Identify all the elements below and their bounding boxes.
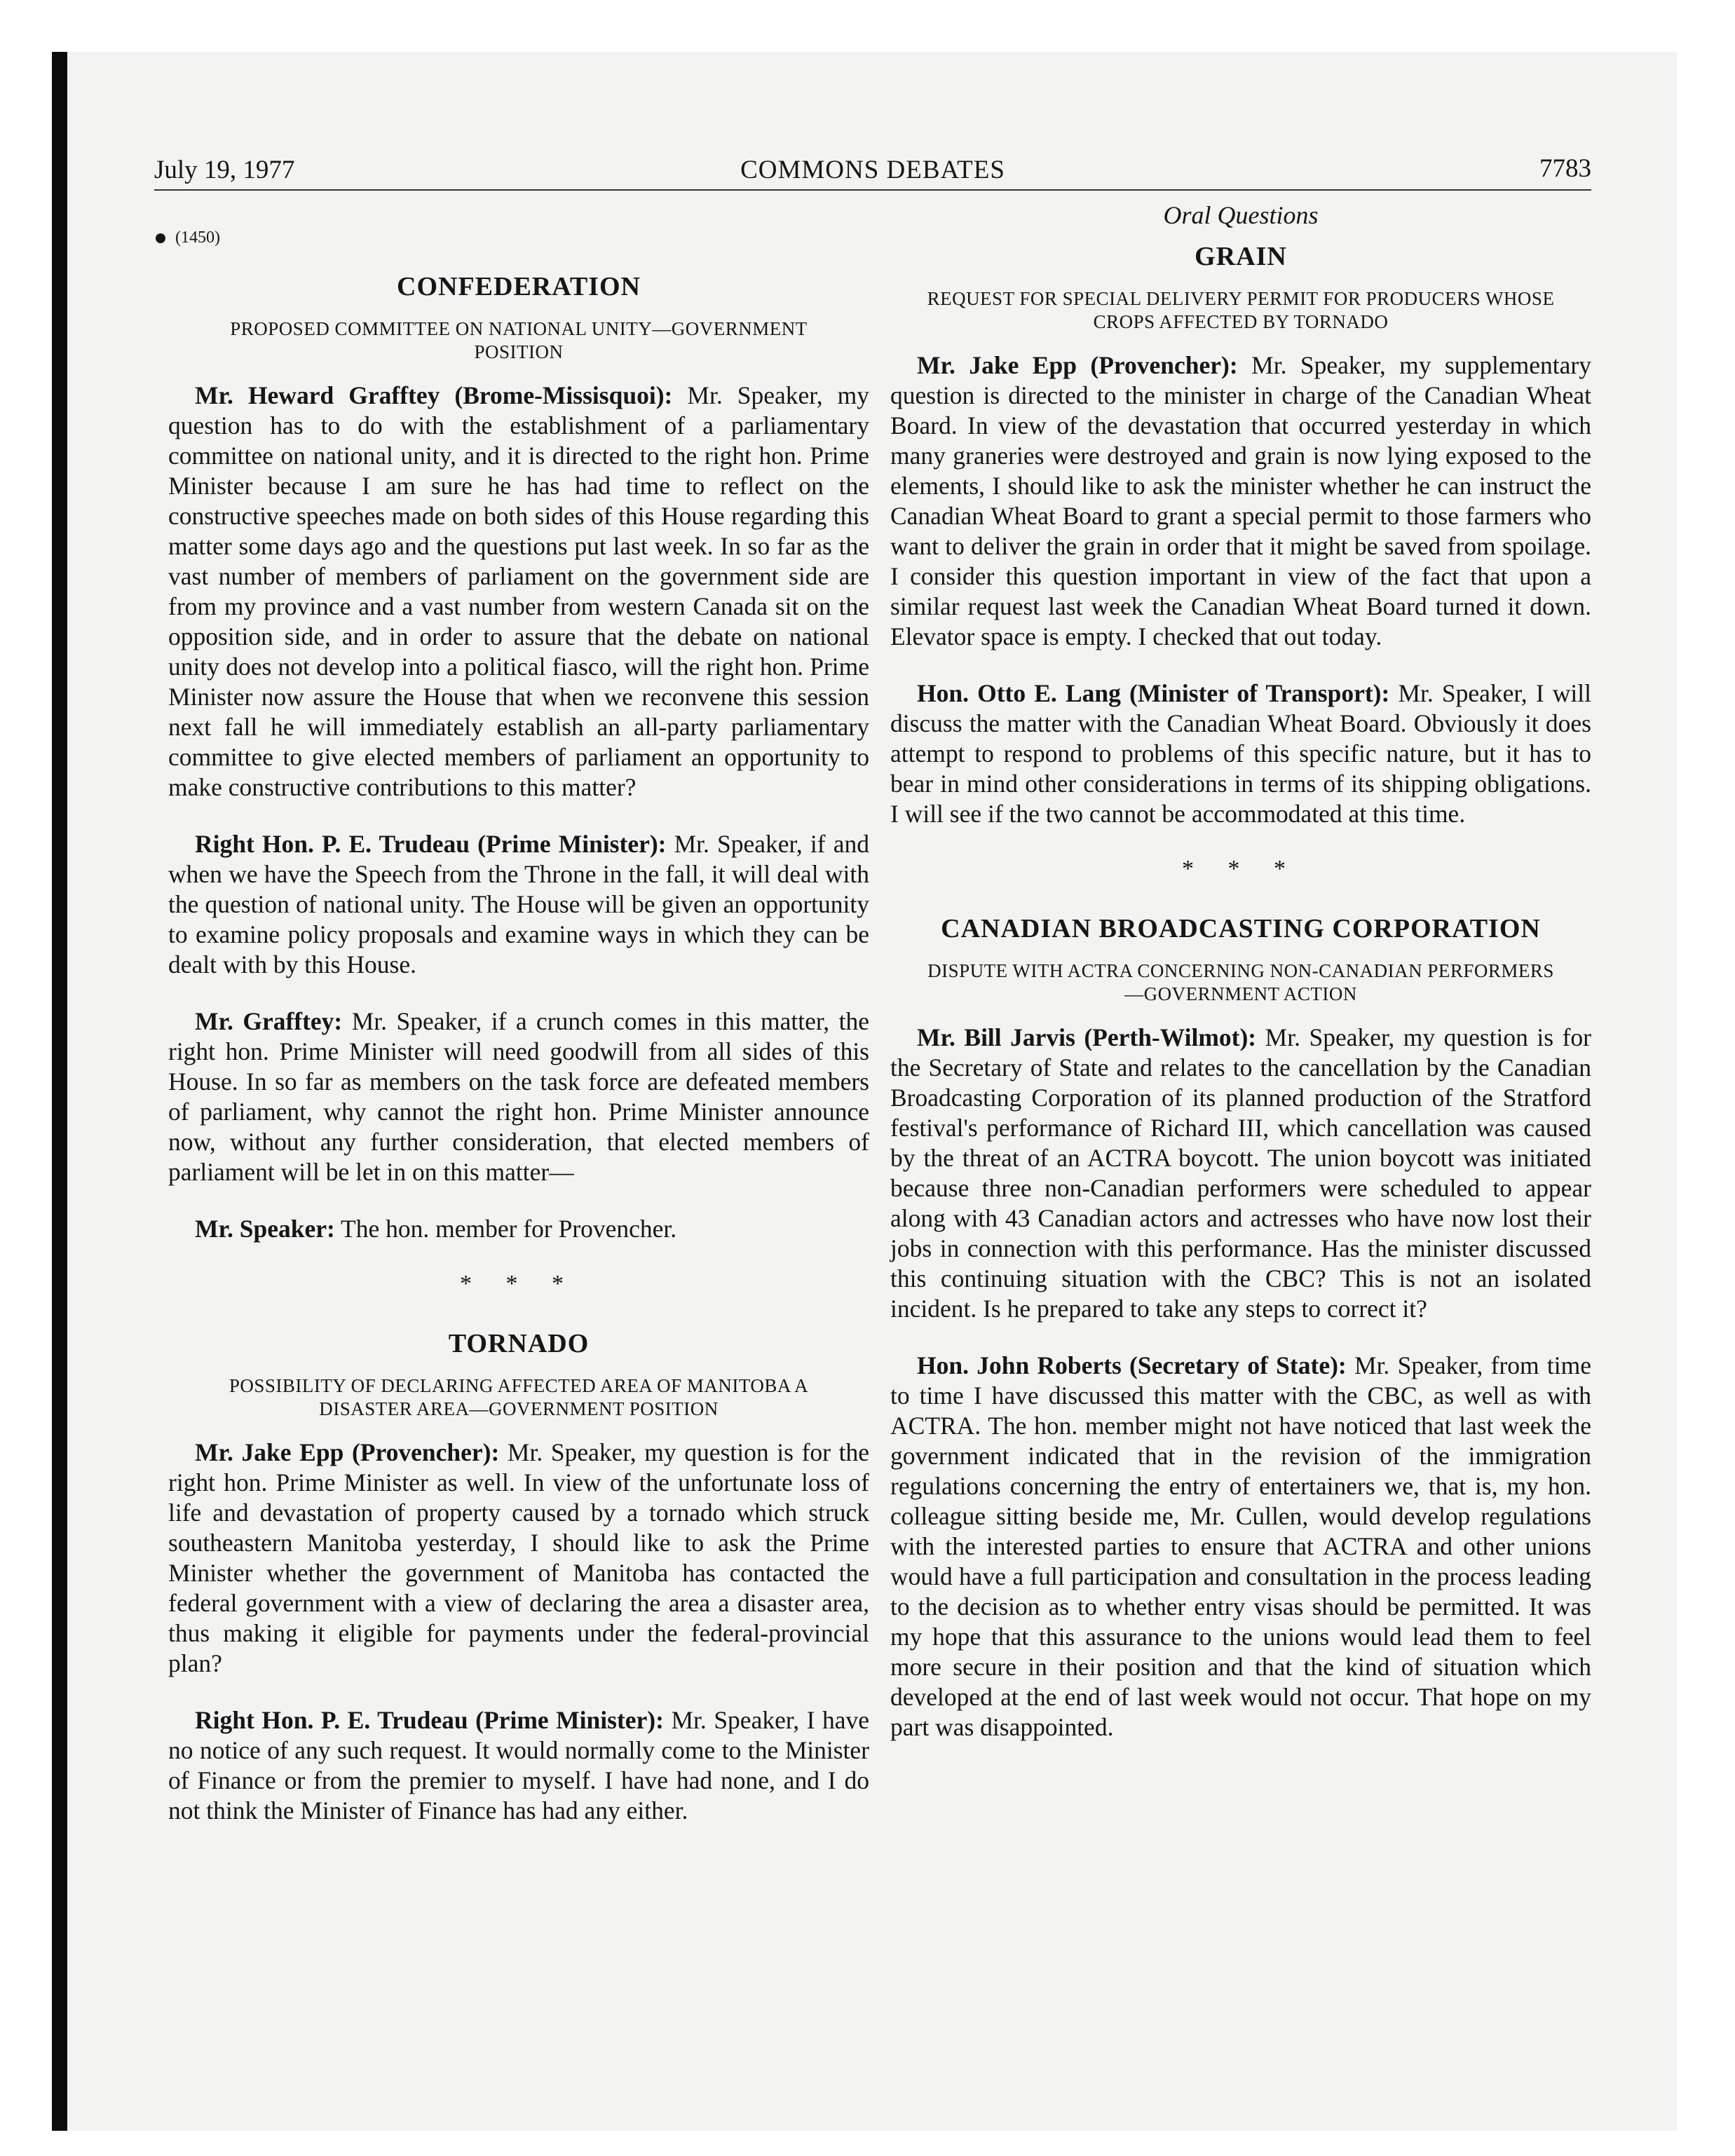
speaker-name: Hon. Otto E. Lang (Minister of Transport): xyxy=(917,679,1390,707)
speech-text: Mr. Speaker, I have no notice of any such request. It would normally come to the Minister of Finance or from the premier to myself. I have had none, and I do not think the Minister of Finance has had any either. xyxy=(168,1706,869,1824)
left-column xyxy=(168,200,869,1853)
section-separator: * * * xyxy=(460,1271,578,1297)
speech-paragraph xyxy=(168,1705,869,1826)
speech-text: Mr. Speaker, from time to time I have discussed this matter with the CBC, as well as with ACTRA. The hon. member might not have noticed that last week the government indicated that in the revision of the immigration regulations concerning the entry of entertainers we, that is, my hon. colleague sitting beside me, Mr. Cullen, would develop regulations with the interested parties to ensure that ACTRA and other unions would have a full participation and consultation in the process leading to the decision as to whether entry visas should be permitted. It was my hope that this assurance to the unions would lead them to feel more secure in their position and that the kind of situation which developed at the end of last week would not occur. That hope on my part was disappointed. xyxy=(890,1351,1591,1741)
speaker-name: Right Hon. P. E. Trudeau (Prime Minister): xyxy=(195,830,667,858)
speech-paragraph xyxy=(168,1007,869,1187)
section-subheading: DISPUTE WITH ACTRA CONCERNING NON-CANADIAN PERFORMERS—GOVERNMENT ACTION xyxy=(927,960,1554,1004)
section-heading: TORNADO xyxy=(448,1329,590,1358)
speech-text: Mr. Speaker, my supplementary question is directed to the minister in charge of the Canadian Wheat Board. In view of the devastation that occurred yesterday in which many graneries were destroyed and grain is now lying exposed to the elements, I should like to ask the minister whether he can instruct the Canadian Wheat Board to grant a special permit to those farmers who want to deliver the grain in order that it might be saved from spoilage. I consider this question important in view of the fact that upon a similar request last week the Canadian Wheat Board turned it down. Elevator space is empty. I checked that out today. xyxy=(890,351,1591,650)
scan-edge-bar xyxy=(52,52,67,2131)
speaker-name: Mr. Jake Epp (Provencher): xyxy=(917,351,1238,379)
speech-paragraph xyxy=(168,381,869,803)
speaker-name: Mr. Bill Jarvis (Perth-Wilmot): xyxy=(917,1023,1257,1051)
section-label: Oral Questions xyxy=(1163,201,1319,229)
section-heading: GRAIN xyxy=(1195,242,1287,271)
header-date: July 19, 1977 xyxy=(154,156,295,184)
section-subheading: POSSIBILITY OF DECLARING AFFECTED AREA OF MANITOBA A DISASTER AREA—GOVERNMENT POSITION xyxy=(229,1375,809,1419)
speech-text: Mr. Speaker, if and when we have the Speech from the Throne in the fall, it will deal with the question of national unity. The House will be given an opportunity to examine policy proposals and examine ways in which they can be dealt with by this House. xyxy=(168,830,869,978)
speaker-name: Mr. Speaker: xyxy=(195,1215,335,1243)
speech-text: Mr. Speaker, my question is for the right hon. Prime Minister as well. In view of the unfortunate loss of life and devastation of property caused by a tornado which struck southeastern Manitoba yesterday, I should like to ask the Prime Minister whether the government of Manitoba has contacted the federal government with a view of declaring the area a disaster area, thus making it eligible for payments under the federal-provincial plan? xyxy=(168,1438,869,1677)
section-subheading: PROPOSED COMMITTEE ON NATIONAL UNITY—GOVERNMENT POSITION xyxy=(230,318,808,362)
speech-paragraph xyxy=(168,1214,869,1244)
section-separator: * * * xyxy=(1182,856,1300,882)
speech-text: Mr. Speaker, my question has to do with the establishment of a parliamentary committee on national unity, and it is directed to the right hon. Prime Minister because I am sure he has had time to reflect on the constructive speeches made on both sides of this House regarding this matter some days ago and the questions put last week. In so far as the vast number of members of parliament on the government side are from my province and a vast number from western Canada sit on the opposition side, and in order to assure that the debate on national unity does not develop into a political fiasco, will the right hon. Prime Minister now assure the House that when we reconvene this session next fall he will immediately establish an all-party parliamentary committee to give elected members of parliament an opportunity to make constructive contributions to this matter? xyxy=(168,381,869,801)
section-subheading: REQUEST FOR SPECIAL DELIVERY PERMIT FOR PRODUCERS WHOSE CROPS AFFECTED BY TORNADO xyxy=(927,288,1555,332)
header-publication: COMMONS DEBATES xyxy=(740,156,1005,184)
speaker-name: Mr. Grafftey: xyxy=(195,1007,343,1035)
speaker-name: Mr. Heward Grafftey (Brome-Missisquoi): xyxy=(195,381,673,409)
speech-text: Mr. Speaker, if a crunch comes in this matter, the right hon. Prime Minister will need goodwill from all sides of this House. In so far as members on the task force are defeated members of parliament, why cannot the right hon. Prime Minister announce now, without any further consideration, that elected members of parliament will be let in on this matter— xyxy=(168,1007,869,1186)
speech-paragraph xyxy=(890,350,1591,652)
speech-paragraph xyxy=(890,678,1591,829)
header-page-number: 7783 xyxy=(1539,154,1591,183)
page-header xyxy=(154,147,1591,191)
section-heading: CONFEDERATION xyxy=(397,272,641,301)
right-column xyxy=(890,200,1591,1769)
speech-text: Mr. Speaker, my question is for the Secretary of State and relates to the cancellation by the Canadian Broadcasting Corporation of its planned production of the Stratford festival's performance of Richard III, which cancellation was caused by the threat of an ACTRA boycott. The union boycott was initiated because three non-Canadian performers were scheduled to appear along with 43 Canadian actors and actresses who have now lost their jobs in connection with this performance. Has the minister discussed this continuing situation with the CBC? This is not an isolated incident. Is he prepared to take any steps to correct it? xyxy=(890,1023,1591,1323)
speech-paragraph xyxy=(890,1023,1591,1324)
timestamp-label: (1450) xyxy=(175,228,220,247)
speech-text: The hon. member for Provencher. xyxy=(334,1215,677,1243)
timestamp xyxy=(156,228,869,247)
speaker-name: Mr. Jake Epp (Provencher): xyxy=(195,1438,500,1466)
speech-paragraph xyxy=(890,1351,1591,1742)
section-heading: CANADIAN BROADCASTING CORPORATION xyxy=(941,914,1541,943)
speaker-name: Hon. John Roberts (Secretary of State): xyxy=(917,1351,1347,1379)
speaker-name: Right Hon. P. E. Trudeau (Prime Minister): xyxy=(195,1706,664,1734)
speech-paragraph xyxy=(168,829,869,980)
speech-text: Mr. Speaker, I will discuss the matter with the Canadian Wheat Board. Obviously it does attempt to respond to problems of this specific nature, but it has to bear in mind other considerations in terms of its shipping obligations. I will see if the two cannot be accommodated at this time. xyxy=(890,679,1591,828)
speech-paragraph xyxy=(168,1438,869,1679)
bullet-icon xyxy=(156,233,165,243)
